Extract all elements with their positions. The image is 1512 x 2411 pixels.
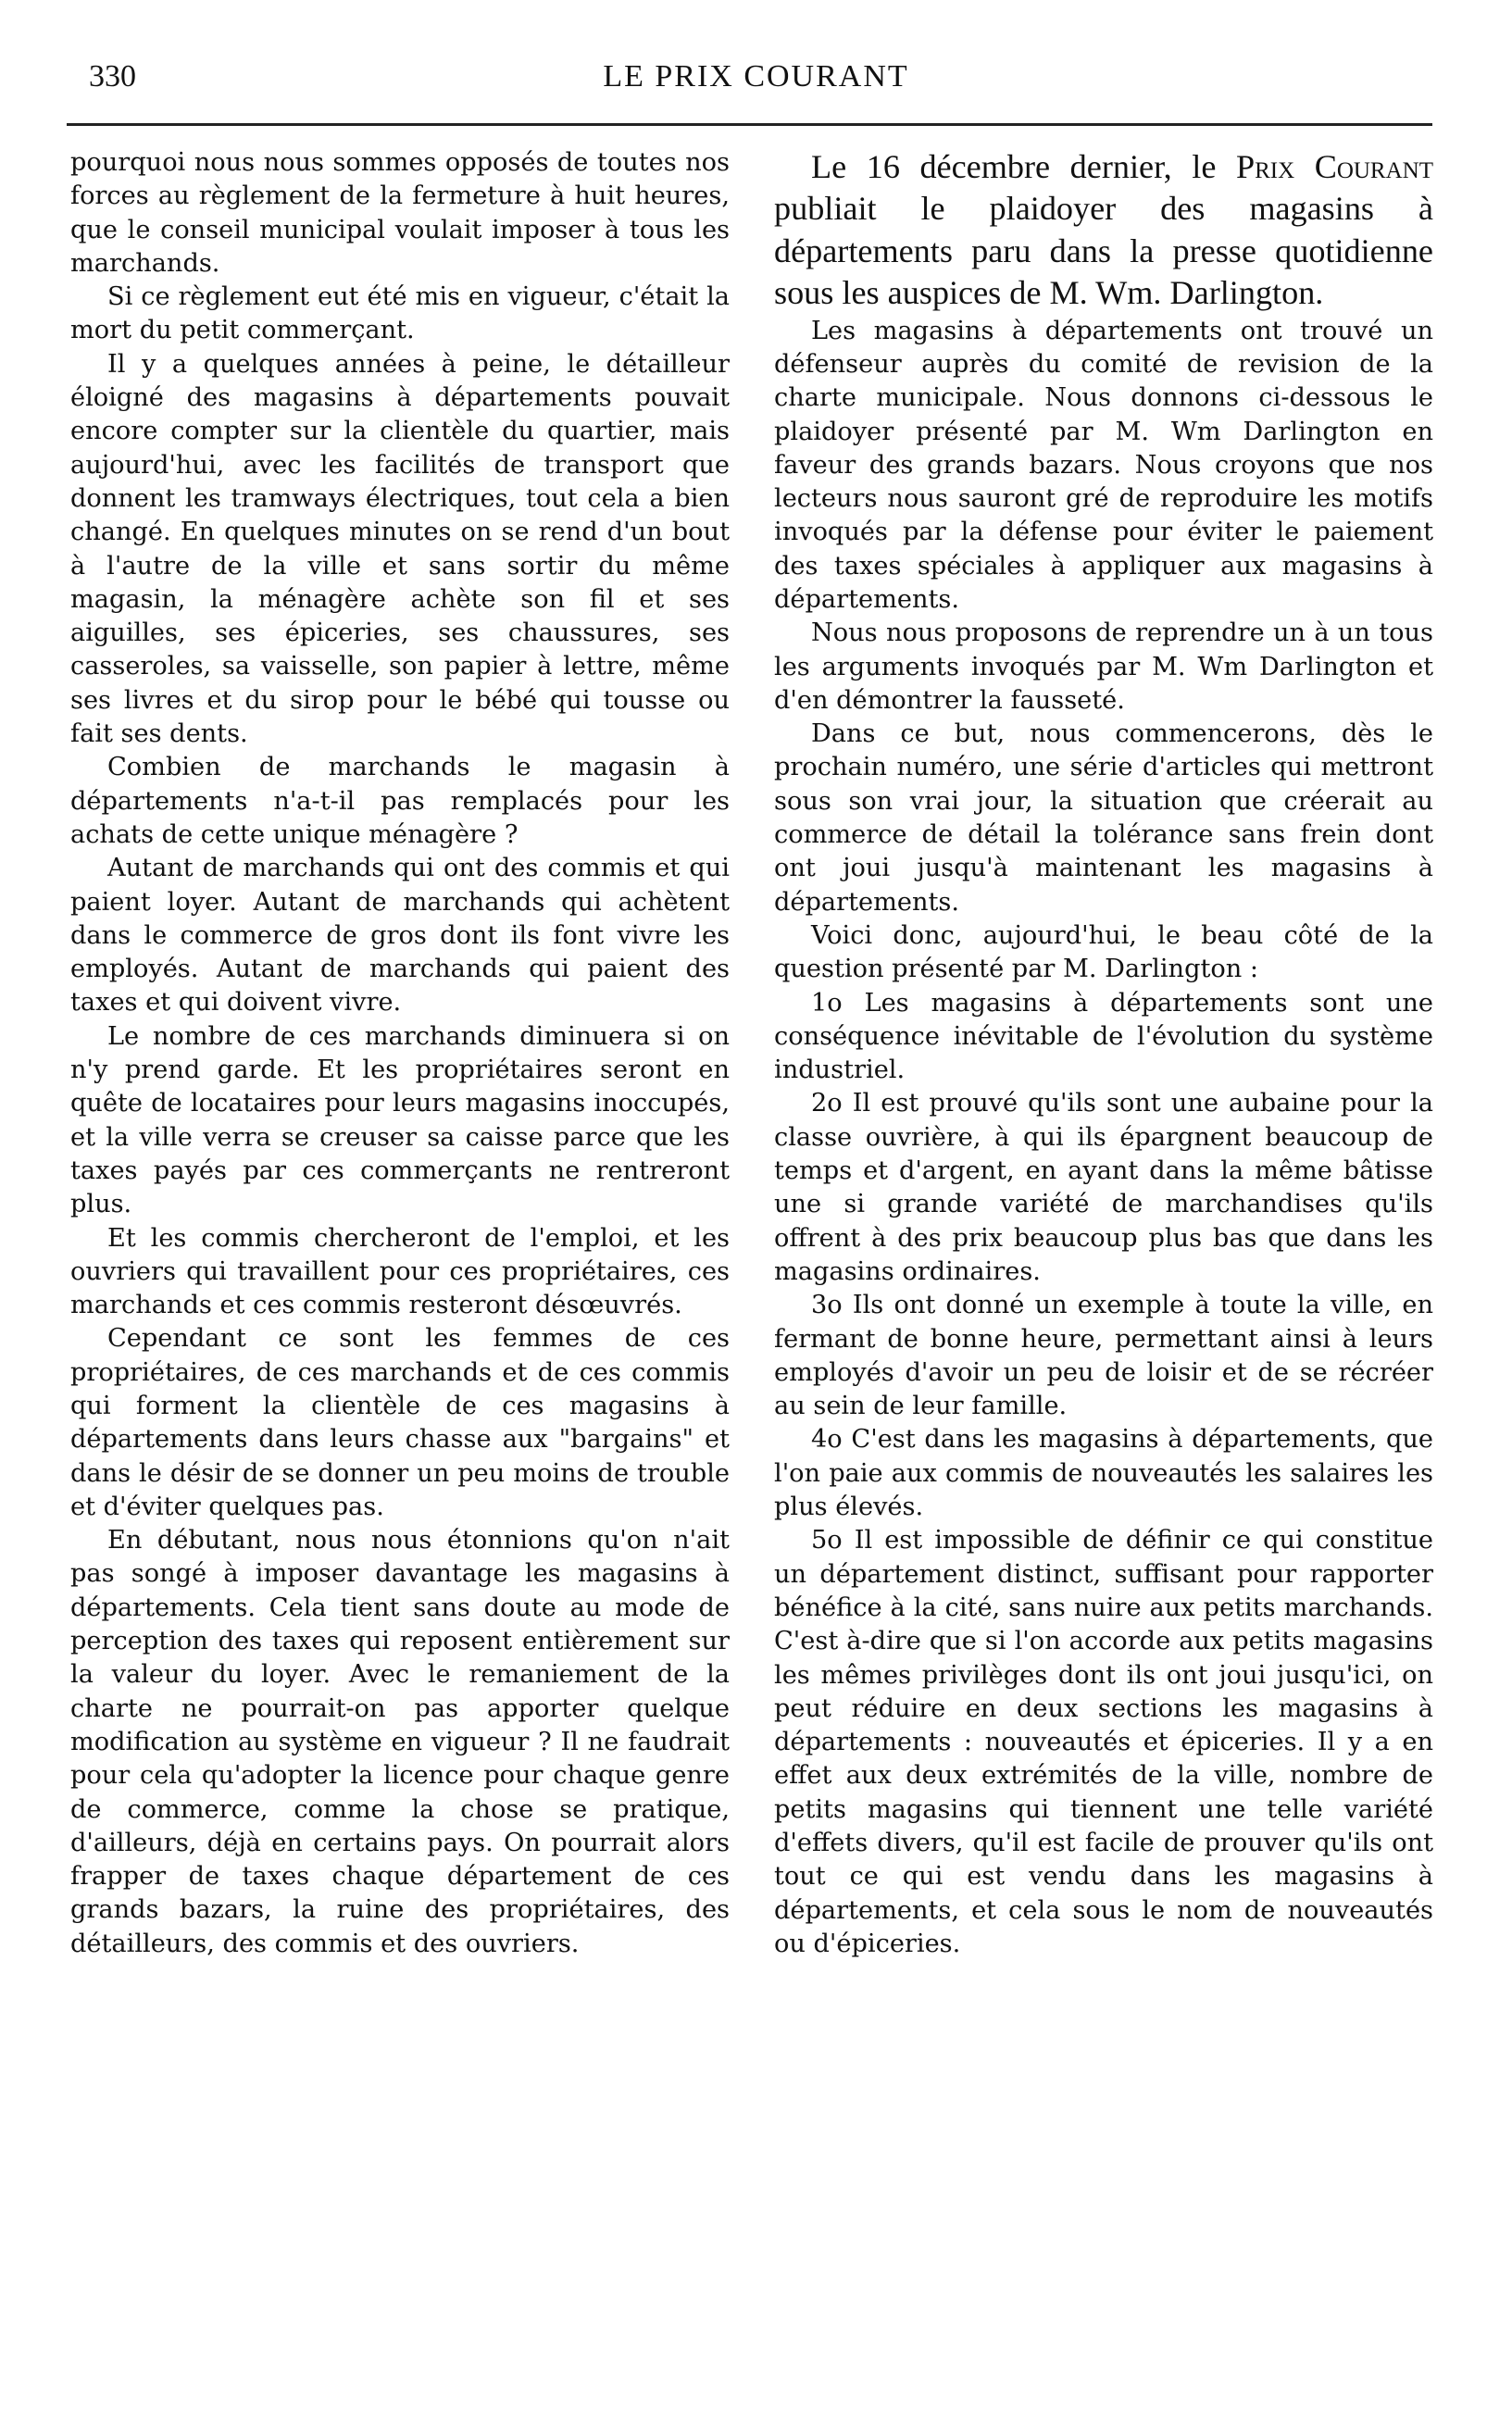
- left-paragraph: Il y a quelques années à peine, le détailleur éloigné des magasins à départements pouvait encore compter sur la clientèle du quartier, mais aujourd'hui, avec les facilités de transport que donnent les tramways électriques, tout cela a bien changé. En quelques minutes on se rend d'un bout à l'autre de la ville et sans sortir du même magasin, la ménagère achète son fil et ses aiguilles, ses épiceries, ses chaussures, ses casseroles, sa vaisselle, son papier à lettre, même ses livres et du sirop pour le bébé qui tousse ou fait ses dents.: [70, 349, 730, 749]
- left-paragraph: Et les commis chercheront de l'emploi, et les ouvriers qui travaillent pour ces propriétaires, ces marchands et ces commis resteront désœuvrés.: [70, 1223, 730, 1320]
- page-number: 330: [89, 59, 136, 94]
- left-paragraph: Autant de marchands qui ont des commis et qui paient loyer. Autant de marchands qui achètent dans le commerce de gros dont ils font vivre les employés. Autant de marchands qui paient des taxes et qui doivent vivre.: [70, 854, 730, 1018]
- left-paragraph: En débutant, nous nous étonnions qu'on n'ait pas songé à imposer davantage les magasins à départements. Cela tient sans doute au mode de perception des taxes qui reposent entièrement sur la valeur du loyer. Avec le remaniement de la charte ne pourrait-on pas apporter quelque modification au système en vigueur ? Il ne faudrait pour cela qu'adopter la licence pour chaque genre de commerce, comme la chose se pratique, d'ailleurs, déjà en certains pays. On pourrait alors frapper de taxes chaque département de ces grands bazars, la ruine des propriétaires, des détailleurs, des commis et des ouvriers.: [70, 1526, 730, 1958]
- right-paragraph: Les magasins à départements ont trouvé un défenseur auprès du comité de revision de la charte municipale. Nous donnons ci-dessous le plaidoyer présenté par M. Wm Darlington en faveur des grands bazars. Nous croyons que nos lecteurs nous sauront gré de reproduire les motifs invoqués par la défense pour éviter le paiement des taxes spéciales à appliquer aux magasins à départements.: [774, 316, 1433, 614]
- right-paragraph: 5o Il est impossible de définir ce qui constitue un département distinct, suffisant pour rapporter bénéfice à la cité, sans nuire aux petits marchands. C'est à-dire que si l'on accorde aux petits magasins les mêmes privilèges dont ils ont joui jusqu'ici, on peut réduire en deux sections les magasins à départements : nouveautés et épiceries. Il y a en effet aux deux extrémités de la ville, nombre de petits magasins qui tiennent une telle variété d'effets divers, qu'il est facile de prouver qu'ils ont tout ce qui est vendu dans les magasins à départements, et cela sous le nom de nouveautés ou d'épiceries.: [774, 1526, 1433, 1958]
- left-paragraph: Le nombre de ces marchands diminuera si on n'y prend garde. Et les propriétaires seront en quête de locataires pour leurs magasins inoccupés, et la ville verra se creuser sa caisse parce que les taxes payés par ces commerçants ne rentreront plus.: [70, 1021, 730, 1219]
- journal-name-smallcaps: Prix Courant: [1235, 148, 1433, 185]
- right-column: [774, 146, 1433, 1961]
- right-paragraph: 4o C'est dans les magasins à départements, que l'on paie aux commis de nouveautés les salaires les plus élevés.: [774, 1425, 1433, 1522]
- left-paragraph: pourquoi nous nous sommes opposés de toutes nos forces au règlement de la fermeture à huit heures, que le conseil municipal voulait imposer à tous les marchands.: [70, 148, 730, 278]
- right-paragraph: 2o Il est prouvé qu'ils sont une aubaine pour la classe ouvrière, à qui ils épargnent beaucoup de temps et d'argent, en ayant dans la même bâtisse une si grande variété de marchandises qu'ils offrent à des prix beaucoup plus bas que dans les magasins ordinaires.: [774, 1089, 1433, 1286]
- right-paragraph: Nous nous proposons de reprendre un à un tous les arguments invoqués par M. Wm Darlington et d'en démontrer la fausseté.: [774, 618, 1433, 715]
- journal-title: LE PRIX COURANT: [603, 59, 909, 94]
- right-paragraph: 1o Les magasins à départements sont une conséquence inévitable de l'évolution du système industriel.: [774, 988, 1433, 1085]
- right-paragraph: 3o Ils ont donné un exemple à toute la ville, en fermant de bonne heure, permettant ainsi à leurs employés d'avoir un peu de loisir et de se récréer au sein de leur famille.: [774, 1291, 1433, 1421]
- left-paragraph: Si ce règlement eut été mis en vigueur, c'était la mort du petit commerçant.: [70, 282, 730, 345]
- header-rule: [67, 123, 1432, 126]
- left-column: [70, 146, 730, 1961]
- article-lead: Le 16 décembre dernier, le Prix Courant publiait le plaidoyer des magasins à départements paru dans la presse quotidienne sous les auspices de M. Wm. Darlington.: [774, 148, 1433, 312]
- right-paragraph: Voici donc, aujourd'hui, le beau côté de la question présenté par M. Darlington :: [774, 920, 1433, 984]
- left-paragraph: Cependant ce sont les femmes de ces propriétaires, de ces marchands et de ces commis qui forment la clientèle de ces magasins à départements dans leurs chasse aux "bargains" et dans le désir de se donner un peu moins de trouble et d'éviter quelques pas.: [70, 1324, 730, 1521]
- left-paragraph: Combien de marchands le magasin à départements n'a-t-il pas remplacés pour les achats de cette unique ménagère ?: [70, 753, 730, 849]
- right-paragraph: Dans ce but, nous commencerons, dès le prochain numéro, une série d'articles qui mettront sous son vrai jour, la situation que créerait au commerce de détail la tolérance sans frein dont ont joui jusqu'à maintenant les magasins à départements.: [774, 719, 1433, 917]
